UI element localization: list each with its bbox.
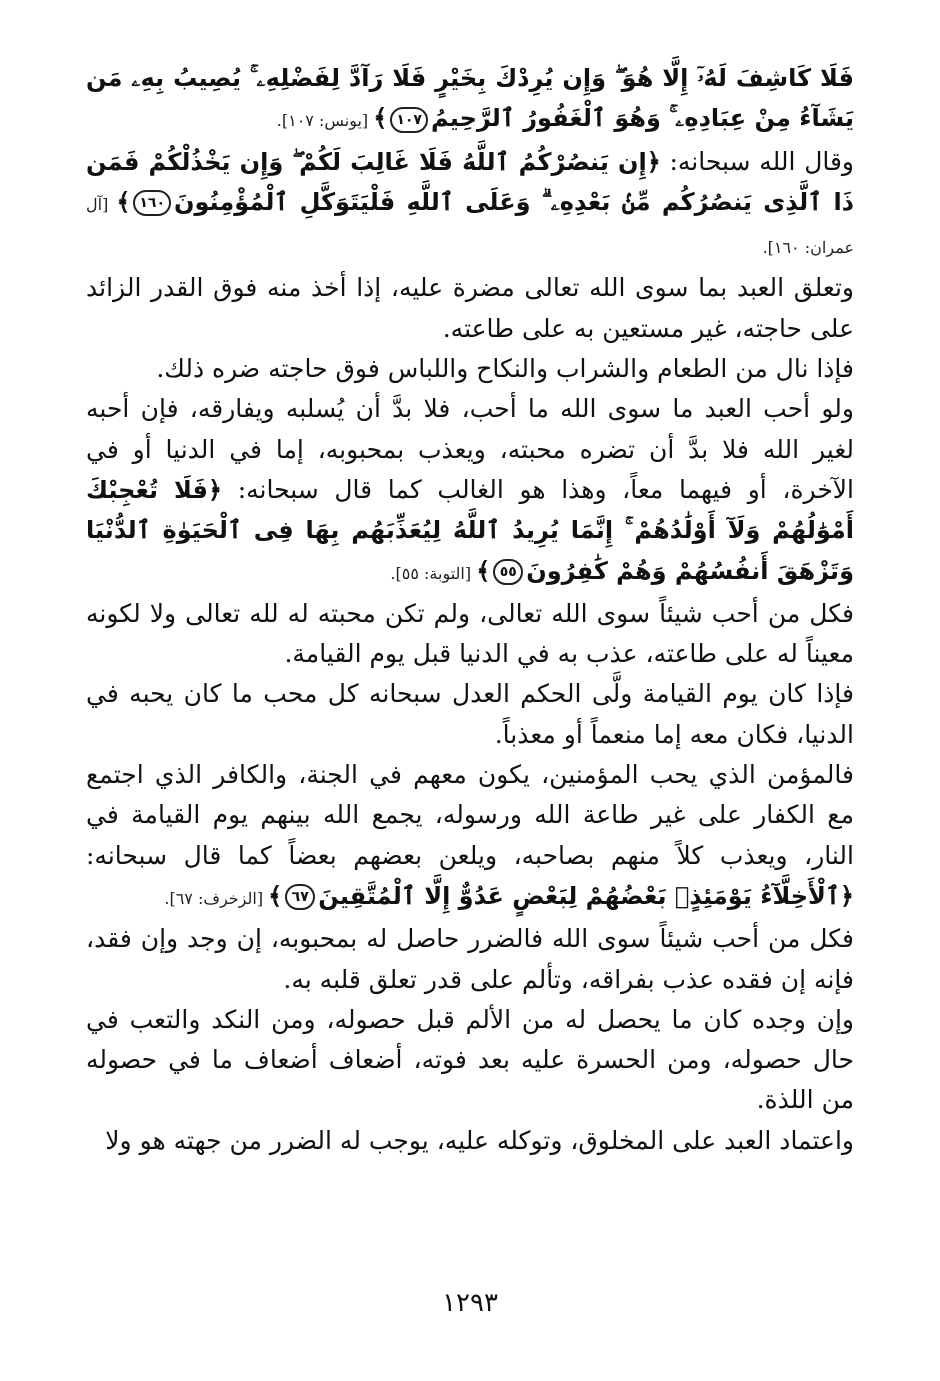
quran-bracket: ﴾ (476, 556, 491, 585)
quran-bracket: ﴿ (208, 475, 223, 504)
quran-bracket: ﴾ (373, 104, 388, 133)
paragraph (86, 389, 854, 593)
ayah-number-marker: ١٦٠ (133, 190, 171, 216)
paragraph (86, 1121, 854, 1161)
verse-reference: [آل عمران: ١٦٠]. (86, 194, 854, 258)
quran-verse: إِن يَنصُرْكُمُ ٱللَّهُ فَلَا غَالِبَ لَكُمْ ۖ وَإِن يَخْذُلْكُمْ فَمَن ذَا ٱلَّذِى يَنصُرُكُم مِّنۢ بَعْدِهِۦ ۗ وَعَلَى ٱللَّهِ فَلْيَتَوَكَّلِ ٱلْمُؤْمِنُونَ (86, 147, 854, 216)
ayah-number-marker: ٥٥ (493, 559, 523, 585)
quran-bracket: ﴾ (268, 881, 283, 910)
body-text: ولو أحب العبد ما سوى الله ما أحب، فلا بدَّ أن يُسلبه ويفارقه، فإن أحبه لغير الله فلا بدَّ أن تضره محبته، ويعذب بمحبوبه، إما في الدنيا أو في الآخرة، أو فيهما معاً، وهذا هو الغالب كما قال سبحانه: (86, 394, 854, 504)
body-text: فإذا نال من الطعام والشراب والنكاح واللباس فوق حاجته ضره ذلك. (156, 354, 854, 384)
body-text: واعتماد العبد على المخلوق، وتوكله عليه، يوجب له الضرر من جهته هو ولا (105, 1125, 854, 1155)
quran-verse: ٱلْأَخِلَّآءُ يَوْمَئِذٍۭ بَعْضُهُمْ لِبَعْضٍ عَدُوٌّ إِلَّا ٱلْمُتَّقِينَ (318, 881, 840, 910)
verse-reference: [الزخرف: ٦٧]. (164, 888, 269, 908)
quran-bracket: ﴿ (646, 147, 661, 176)
paragraph (86, 58, 854, 142)
paragraph (86, 349, 854, 389)
paragraph (86, 142, 854, 269)
body-text: فكل من أحب شيئاً سوى الله فالضرر حاصل له بمحبوبه، إن وجد وإن فقد، فإنه إن فقده عذب بفراقه، وتألم على قدر تعلق قلبه به. (86, 924, 854, 994)
page-number: ١٢٩٣ (442, 1288, 498, 1318)
body-text: فإذا كان يوم القيامة ولَّى الحكم العدل سبحانه كل محب ما كان يحبه في الدنيا، فكان معه إما منعماً أو معذباً. (86, 679, 854, 749)
quran-verse: فَلَا تُعْجِبْكَ أَمْوَٰلُهُمْ وَلَآ أَوْلَٰدُهُمْ ۚ إِنَّمَا يُرِيدُ ٱللَّهُ لِيُعَذِّبَهُم بِهَا فِى ٱلْحَيَوٰةِ ٱلدُّنْيَا وَتَزْهَقَ أَنفُسُهُمْ وَهُمْ كَٰفِرُونَ (86, 475, 854, 585)
paragraph (86, 674, 854, 755)
body-text: فالمؤمن الذي يحب المؤمنين، يكون معهم في الجنة، والكافر الذي اجتمع مع الكفار على غير طاعة الله ورسوله، يجمع الله بينهم يوم القيامة في النار، ويعذب كلاً منهم بصاحبه، ويلعن بعضهم بعضاً كما قال سبحانه: (86, 760, 854, 870)
paragraph (86, 268, 854, 349)
main-text (86, 58, 854, 1161)
quran-bracket: ﴾ (116, 187, 131, 216)
paragraph (86, 755, 854, 919)
paragraph (86, 594, 854, 675)
ayah-number-marker: ١٠٧ (390, 107, 428, 133)
body-text: وإن وجده كان ما يحصل له من الألم قبل حصوله، ومن النكد والتعب في حال حصوله، ومن الحسرة عليه بعد فوته، أضعاف أضعاف ما في حصوله من اللذة. (86, 1004, 854, 1115)
quran-verse: فَلَا كَاشِفَ لَهُۥٓ إِلَّا هُوَ ۖ وَإِن يُرِدْكَ بِخَيْرٍ فَلَا رَآدَّ لِفَضْلِهِۦ ۚ يُصِيبُ بِهِۦ مَن يَشَآءُ مِنْ عِبَادِهِۦ ۚ وَهُوَ ٱلْغَفُورُ ٱلرَّحِيمُ (86, 64, 854, 133)
ayah-number-marker: ٦٧ (285, 884, 315, 910)
body-text: فكل من أحب شيئاً سوى الله تعالى، ولم تكن محبته له لله تعالى ولا لكونه معيناً له على طاعته، عذب به في الدنيا قبل يوم القيامة. (86, 598, 854, 669)
body-text: وقال الله سبحانه: (660, 146, 854, 176)
quran-bracket: ﴿ (839, 881, 854, 910)
body-text: وتعلق العبد بما سوى الله تعالى مضرة عليه، إذا أخذ منه فوق القدر الزائد على حاجته، غير مستعين به على طاعته. (86, 273, 854, 343)
paragraph (86, 1000, 854, 1121)
verse-reference: [التوبة: ٥٥]. (390, 563, 477, 583)
paragraph (86, 919, 854, 1000)
verse-reference: [يونس: ١٠٧]. (276, 111, 374, 131)
